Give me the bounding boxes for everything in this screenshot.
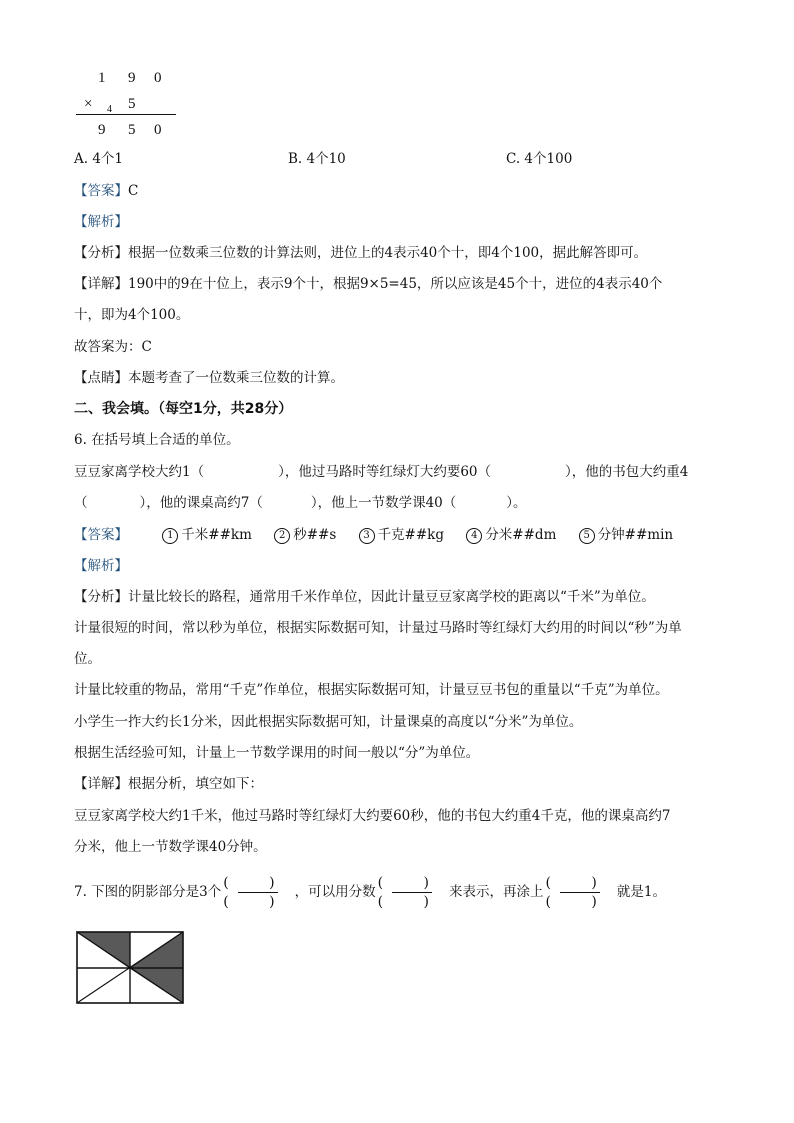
numerator-blank: ( ) (545, 874, 615, 891)
q6-fenxi-1 (74, 587, 655, 607)
digit: 9 (128, 70, 136, 86)
carry-digit: 4 (107, 104, 112, 115)
jiexi-tag: 【解析】 (74, 558, 128, 574)
answer-text: C (128, 183, 139, 199)
digit: 0 (154, 122, 162, 138)
times-sign: × (84, 96, 93, 112)
fenxi-text: 计量比较长的路程，通常用千米作单位，因此计量豆豆家离学校的距离以“千米”为单位。 (128, 589, 655, 605)
xiangjie-text: 十，即为4个100。 (74, 307, 190, 323)
denominator-blank: ( ) (545, 893, 615, 910)
fraction-blank (378, 874, 447, 911)
option-b: B. 4个10 (288, 151, 346, 167)
numerator-blank: ( ) (377, 874, 448, 891)
q5-xiangjie (74, 274, 662, 294)
q6-fenxi-2: 计量很短的时间，常以秒为单位，根据实际数据可知，计量过马路时等红绿灯大约用的时间以“秒”为单 (74, 620, 682, 636)
numerator-blank: ( ) (223, 874, 293, 891)
shaded-rectangle-figure (76, 931, 186, 1005)
sum-line (76, 114, 176, 115)
q6-text: （ (74, 495, 88, 511)
circled-number: 1 (162, 528, 178, 544)
dianjing-tag: 【点睛】 (74, 370, 128, 386)
answer-item (359, 525, 444, 545)
q5-jiexi (74, 212, 128, 232)
jiexi-tag: 【解析】 (74, 214, 128, 230)
q5-conclusion (74, 337, 152, 357)
q6-xiangjie-1: 豆豆家离学校大约1千米，他过马路时等红绿灯大约要60秒，他的书包大约重4千克，他的课桌高约7 (74, 808, 671, 824)
answer-item (579, 525, 673, 545)
q6-text: ），他的书包大约重4 (565, 464, 689, 480)
digit: 5 (128, 96, 136, 112)
denominator-blank: ( ) (377, 893, 448, 910)
circled-number: 2 (274, 528, 290, 544)
q5-dianjing (74, 368, 344, 388)
q6-jiexi (74, 556, 128, 576)
answer-tag: 【答案】 (74, 527, 128, 543)
denominator-blank: ( ) (223, 893, 293, 910)
digit: 5 (128, 122, 136, 138)
q7-text: 就是1。 (616, 884, 666, 900)
fraction-blank (546, 874, 615, 911)
xiangjie-text: 190中的9在十位上，表示9个十，根据9×5=45，所以应该是45个十，进位的4表示40个 (128, 276, 663, 292)
q5-xiangjie-cont (74, 305, 189, 325)
q5-options (74, 149, 674, 169)
q6-stem: 6. 在括号填上合适的单位。 (74, 432, 240, 448)
fenxi-tag: 【分析】 (74, 245, 128, 261)
q6-text: ），他过马路时等红绿灯大约要60（ (278, 464, 492, 480)
digit: 0 (154, 70, 162, 86)
q6-fenxi-2-cont: 位。 (74, 651, 101, 667)
q6-fenxi-5: 根据生活经验可知，计量上一节数学课用的时间一般以“分”为单位。 (74, 745, 480, 761)
section-title: 二、我会填。（每空1分，共28分） (74, 401, 293, 417)
q6-answer (74, 525, 691, 545)
q6-fenxi-4: 小学生一拃大约长1分米，因此根据实际数据可知，计量课桌的高度以“分米”为单位。 (74, 714, 583, 730)
answer-text: 秒##s (293, 527, 337, 543)
answer-tag: 【答案】 (74, 183, 128, 199)
q7-text: ，可以用分数 (294, 884, 376, 900)
xiangjie-text: 根据分析，填空如下： (128, 776, 263, 792)
q7-stem (74, 872, 666, 912)
xiangjie-tag: 【详解】 (74, 276, 128, 292)
option-c: C. 4个100 (506, 151, 573, 167)
q7-text: 来表示，再涂上 (449, 884, 544, 900)
q6-line-2 (74, 493, 527, 513)
fenxi-tag: 【分析】 (74, 589, 128, 605)
q6-text: ），他的课桌高约7（ (139, 495, 263, 511)
answer-text: 千米##km (181, 527, 252, 543)
q5-answer (74, 181, 138, 201)
answer-item (466, 525, 556, 545)
circled-number: 4 (466, 528, 482, 544)
answer-item (162, 525, 252, 545)
q7-text: 7. 下图的阴影部分是3个 (74, 884, 222, 900)
conclusion-text: 故答案为：C (74, 339, 152, 355)
answer-text: 分米##dm (485, 527, 557, 543)
answer-text: 千克##kg (377, 527, 445, 543)
q6-xiangjie (74, 774, 263, 794)
xiangjie-tag: 【详解】 (74, 776, 128, 792)
q6-text: ）。 (506, 495, 527, 511)
vertical-multiplication (74, 66, 184, 146)
q6-text: 豆豆家离学校大约1（ (74, 464, 205, 480)
q6-line-1 (74, 462, 688, 482)
digit: 1 (98, 70, 106, 86)
digit: 9 (98, 122, 106, 138)
q6-text: ），他上一节数学课40（ (310, 495, 457, 511)
q6-xiangjie-2: 分米，他上一节数学课40分钟。 (74, 839, 267, 855)
answer-item (274, 525, 336, 545)
answer-text: 分钟##min (597, 527, 674, 543)
fenxi-text: 根据一位数乘三位数的计算法则，进位上的4表示40个十，即4个100，据此解答即可。 (128, 245, 648, 261)
q6-fenxi-3: 计量比较重的物品，常用“千克”作单位，根据实际数据可知，计量豆豆书包的重量以“千克”为单位。 (74, 682, 669, 698)
option-a: A. 4个1 (74, 151, 124, 167)
q5-fenxi (74, 243, 647, 263)
dianjing-text: 本题考查了一位数乘三位数的计算。 (128, 370, 344, 386)
circled-number: 3 (359, 528, 375, 544)
circled-number: 5 (579, 528, 595, 544)
fraction-blank (223, 874, 292, 911)
